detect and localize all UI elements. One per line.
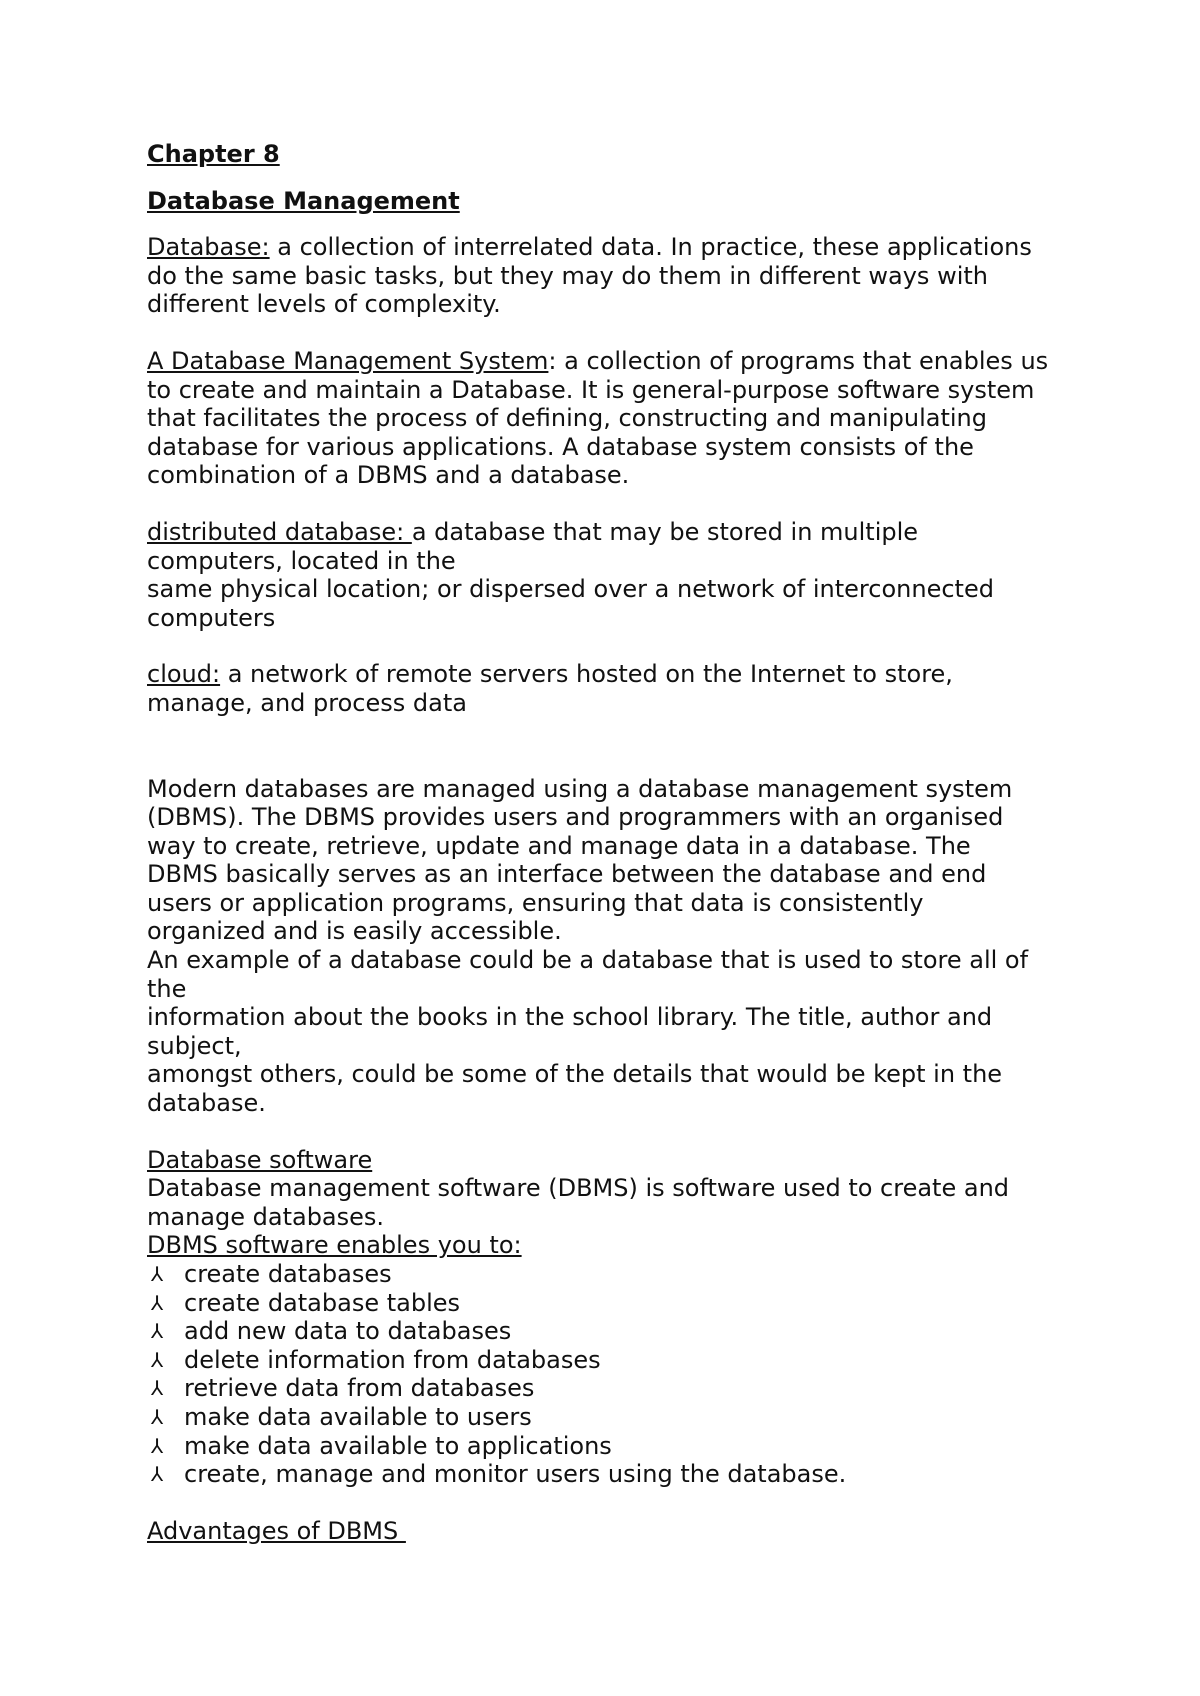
bullet-icon: ⅄ [151, 1262, 164, 1286]
definition-line: : a collection of programs that enables us [548, 346, 1049, 375]
database-software-section [147, 1146, 1087, 1489]
list-item [147, 1289, 1087, 1318]
definition-line: that facilitates the process of defining, constructing and manipulating [147, 404, 987, 433]
definition-line: same physical location; or dispersed over a network of interconnected [147, 575, 994, 604]
definition-line: a network of remote servers hosted on the Internet to store, [220, 660, 953, 689]
list-item-text: add new data to databases [184, 1317, 512, 1346]
dbms-capabilities-list [147, 1260, 1087, 1489]
list-item [147, 1432, 1087, 1461]
definition-line: to create and maintain a Database. It is general-purpose software system [147, 375, 1035, 404]
list-item [147, 1403, 1087, 1432]
paragraph-line: Modern databases are managed using a database management system [147, 774, 1013, 803]
paragraph-line: subject, [147, 1031, 242, 1060]
bullet-icon: ⅄ [151, 1319, 164, 1344]
definition-line: a database that may be stored in multiple [411, 517, 919, 546]
paragraph-line: (DBMS). The DBMS provides users and programmers with an organised [147, 803, 1004, 832]
list-item-text: retrieve data from databases [184, 1374, 535, 1403]
definition-line: computers, located in the [147, 546, 456, 575]
bullet-icon: ⅄ [151, 1462, 164, 1487]
term-dbms: A Database Management System [147, 346, 549, 375]
bullet-icon: ⅄ [151, 1376, 164, 1401]
list-item-text: make data available to users [184, 1402, 532, 1431]
paragraph-line: Database management software (DBMS) is software used to create and [147, 1174, 1010, 1203]
bullet-icon: ⅄ [151, 1433, 164, 1458]
bullet-icon: ⅄ [151, 1404, 164, 1429]
bullet-icon: ⅄ [151, 1347, 164, 1372]
definition-distributed-database [147, 518, 1087, 632]
definition-line: do the same basic tasks, but they may do them in different ways with [147, 261, 988, 290]
paragraph-line: information about the books in the school library. The title, author and [147, 1003, 993, 1032]
definition-line: combination of a DBMS and a database. [147, 461, 630, 490]
database-software-heading: Database software [147, 1145, 373, 1174]
definition-cloud [147, 660, 1087, 717]
definition-line: manage, and process data [147, 688, 467, 717]
term-cloud: cloud: [147, 660, 221, 689]
definition-line: different levels of complexity. [147, 290, 501, 319]
definition-line: database for various applications. A database system consists of the [147, 432, 974, 461]
paragraph-line: An example of a database could be a database that is used to store all of [147, 946, 1029, 975]
paragraph-line: users or application programs, ensuring that data is consistently [147, 888, 924, 917]
paragraph-line: amongst others, could be some of the details that would be kept in the [147, 1060, 1003, 1089]
definition-line: a collection of interrelated data. In practice, these applications [269, 233, 1032, 262]
definition-dbms [147, 347, 1087, 490]
paragraph-line: way to create, retrieve, update and manage data in a database. The [147, 831, 971, 860]
list-item-text: create database tables [184, 1288, 460, 1317]
list-item-text: delete information from databases [184, 1345, 601, 1374]
list-item-text: create databases [184, 1260, 392, 1288]
list-item [147, 1317, 1087, 1346]
dbms-enables-heading: DBMS software enables you to: [147, 1231, 522, 1260]
paragraph-line: DBMS basically serves as an interface between the database and end [147, 860, 987, 889]
paragraph-line: database. [147, 1089, 266, 1118]
modern-databases-paragraph [147, 775, 1087, 1118]
document-page [147, 140, 1087, 1545]
definition-database [147, 233, 1087, 319]
list-item-text: make data available to applications [184, 1431, 612, 1460]
paragraph-line: organized and is easily accessible. [147, 917, 562, 946]
list-item [147, 1260, 1087, 1289]
advantages-heading: Advantages of DBMS [147, 1516, 406, 1545]
definition-line: computers [147, 603, 276, 632]
bullet-icon: ⅄ [151, 1290, 164, 1315]
term-database: Database: [147, 233, 270, 262]
paragraph-line: manage databases. [147, 1202, 385, 1231]
list-item [147, 1346, 1087, 1375]
list-item [147, 1460, 1087, 1489]
section-title: Database Management [147, 186, 460, 215]
term-distributed-database: distributed database: [147, 517, 412, 546]
list-item-text: create, manage and monitor users using the database. [184, 1460, 847, 1489]
chapter-heading: Chapter 8 [147, 140, 280, 168]
paragraph-line: the [147, 974, 187, 1003]
list-item [147, 1374, 1087, 1403]
